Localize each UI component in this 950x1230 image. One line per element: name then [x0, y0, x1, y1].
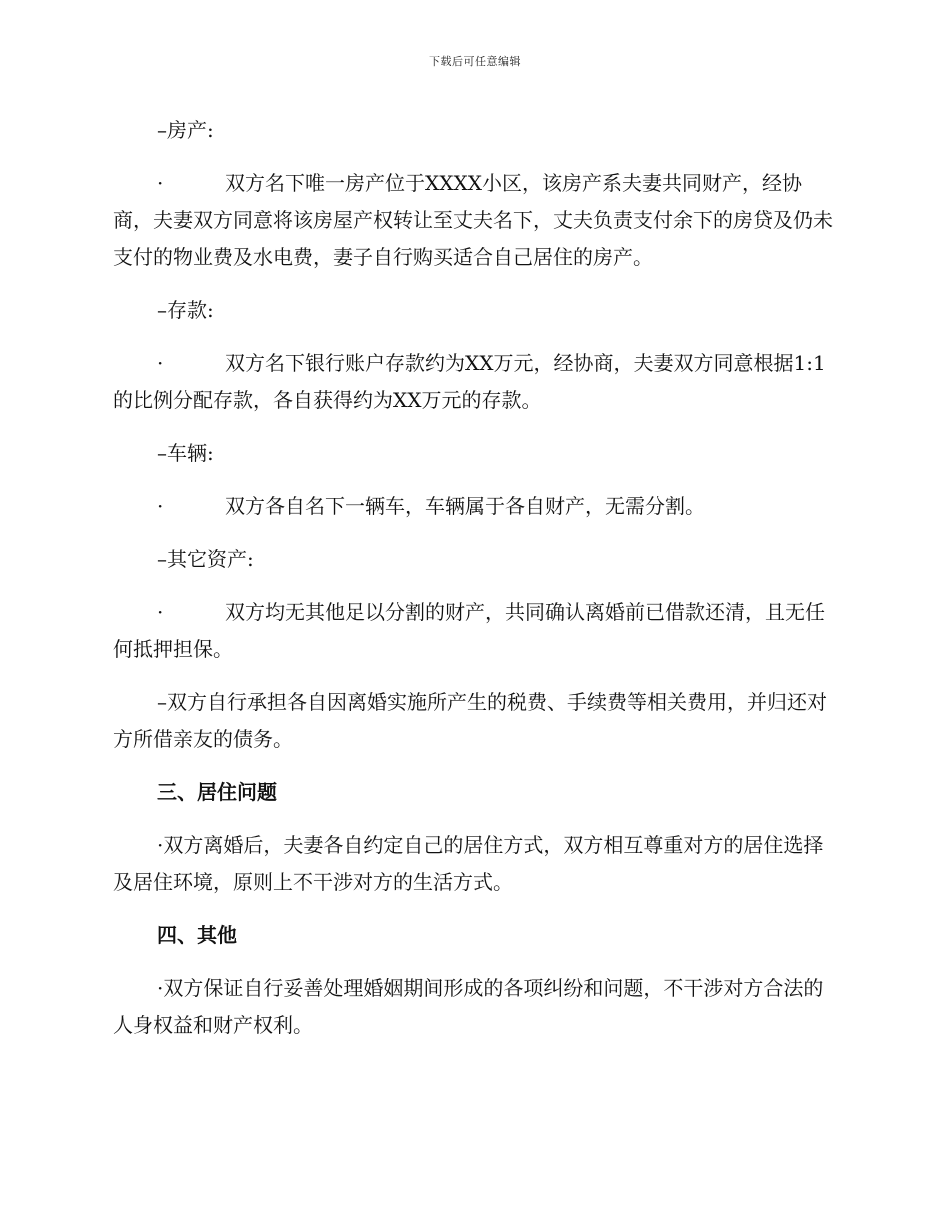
other-assets-label: –其它资产:: [157, 547, 254, 571]
bullet-dot: ·: [157, 494, 164, 518]
page-header-note: 下载后可任意编辑: [429, 55, 521, 68]
other-assets-text: 双方均无其他足以分割的财产，共同确认离婚前已借款还清，且无任何抵押担保。: [113, 600, 825, 661]
bullet-dot: ·: [157, 351, 164, 375]
deposit-paragraph: [113, 345, 835, 419]
bullet-dot: ·: [157, 171, 164, 195]
vehicle-text: 双方各自名下一辆车，车辆属于各自财产，无需分割。: [225, 494, 705, 518]
bullet-dot: ·: [157, 600, 164, 624]
vehicle-paragraph: [113, 488, 835, 525]
other-misc-paragraph: ·双方保证自行妥善处理婚姻期间形成的各项纠纷和问题，不干涉对方合法的人身权益和财产权利。: [113, 976, 824, 1037]
residence-paragraph: ·双方离婚后，夫妻各自约定自己的居住方式，双方相互尊重对方的居住选择及居住环境，原则上不干涉对方的生活方式。: [113, 833, 824, 894]
house-text: 双方名下唯一房产位于XXXX小区，该房产系夫妻共同财产，经协商，夫妻双方同意将该房屋产权转让至丈夫名下，丈夫负责支付余下的房贷及仍未支付的物业费及水电费，妻子自行购买适合自己居住的房产。: [113, 171, 833, 269]
document-body: [113, 112, 835, 1044]
section-heading-other: 四、其他: [157, 923, 237, 947]
deposit-label: –存款:: [157, 298, 214, 322]
section-heading-residence: 三、居住问题: [157, 780, 277, 804]
deposit-text: 双方名下银行账户存款约为XX万元，经协商，夫妻双方同意根据1:1的比例分配存款，各自获得约为XX万元的存款。: [113, 351, 826, 412]
other-assets-paragraph: [113, 594, 835, 668]
fees-paragraph: –双方自行承担各自因离婚实施所产生的税费、手续费等相关费用，并归还对方所借亲友的债务。: [113, 690, 827, 751]
vehicle-label: –车辆:: [157, 441, 214, 465]
house-label: –房产:: [157, 118, 214, 142]
house-paragraph: [113, 165, 835, 276]
